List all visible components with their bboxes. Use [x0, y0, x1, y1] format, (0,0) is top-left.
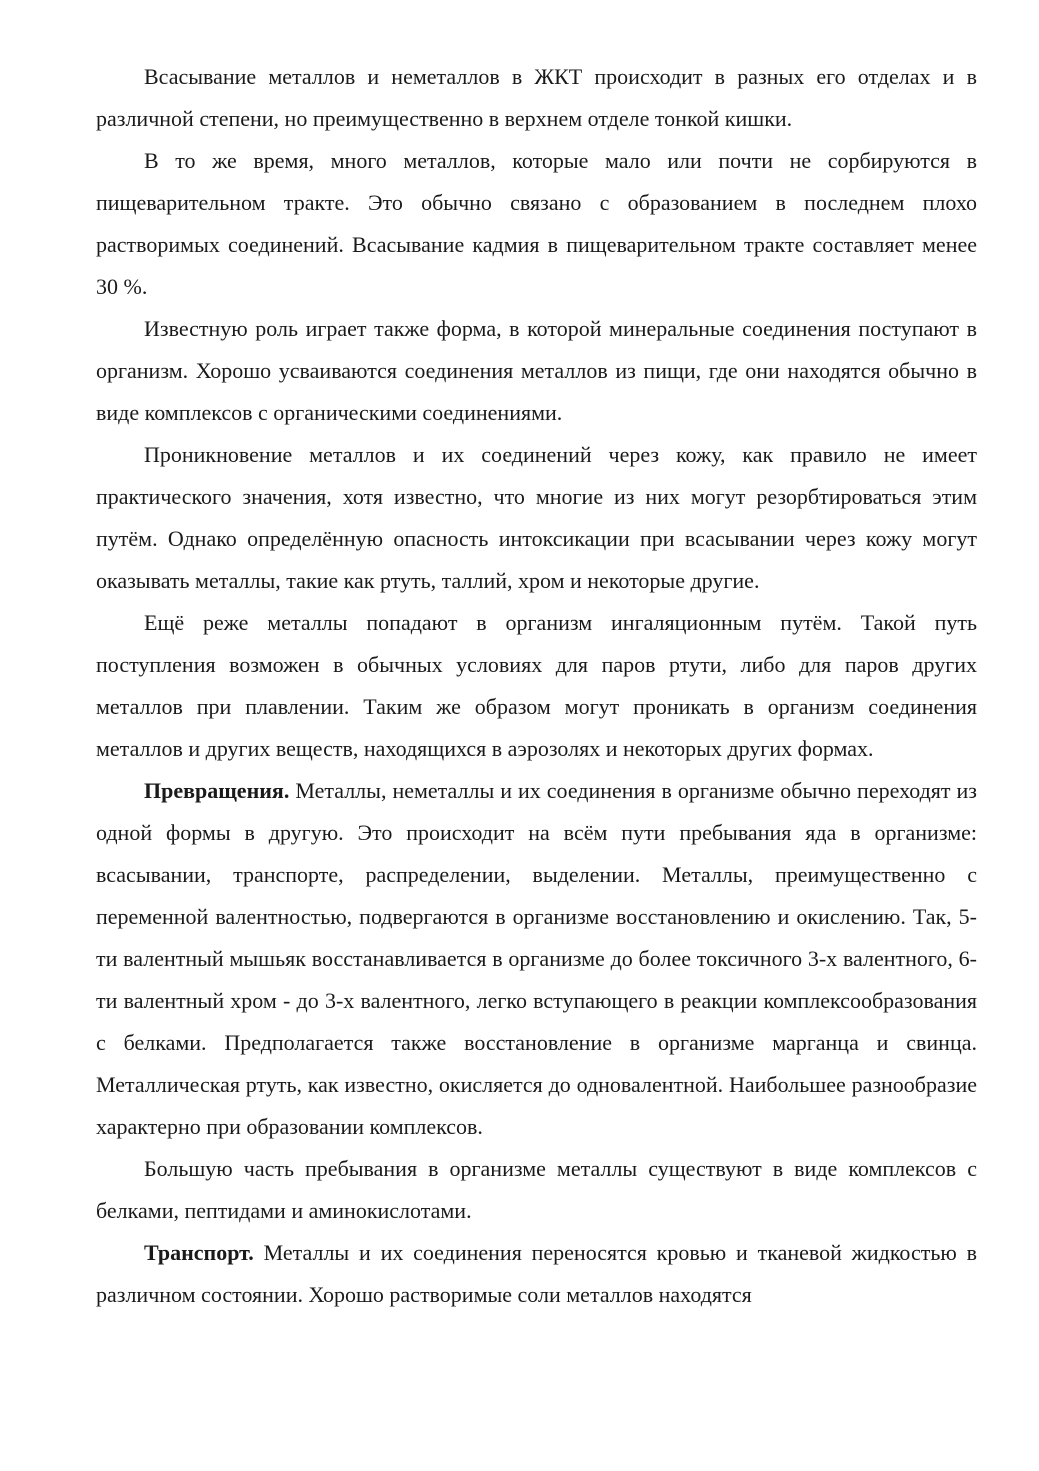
- paragraph-lead-transport: Транспорт.: [144, 1240, 254, 1265]
- paragraph-text: В то же время, много металлов, которые мало или почти не сорбируются в пищеварительном тракте. Это обычно связано с образованием в последнем плохо растворимых соединений. Всасывание кадмия в пищеварительном тракте составляет менее 30 %.: [96, 148, 977, 299]
- paragraph-complexes: [96, 1148, 977, 1232]
- paragraph-transformations: [96, 770, 977, 1148]
- paragraph-transport: [96, 1232, 977, 1316]
- document-body: [96, 56, 977, 1316]
- paragraph-absorption-gi: [96, 56, 977, 140]
- paragraph-text: Металлы, неметаллы и их соединения в организме обычно переходят из одной формы в другую. Это происходит на всём пути пребывания яда в организме: всасывании, транспорте, распределении, выделении. Металлы, преимущественно с переменной валентностью, подвергаются в организме восстановлению и окислению. Так, 5-ти валентный мышьяк восстанавливается в организме до более токсичного 3-х валентного, 6-ти валентный хром - до 3-х валентного, легко вступающего в реакции комплексообразования с белками. Предполагается также восстановление в организме марганца и свинца. Металлическая ртуть, как известно, окисляется до одновалентной. Наибольшее разнообразие характерно при образовании комплексов.: [96, 778, 977, 1139]
- paragraph-skin-penetration: [96, 434, 977, 602]
- paragraph-text: Проникновение металлов и их соединений через кожу, как правило не имеет практического значения, хотя известно, что многие из них могут резорбтироваться этим путём. Однако определённую опасность интоксикации при всасывании через кожу могут оказывать металлы, такие как ртуть, таллий, хром и некоторые другие.: [96, 442, 977, 593]
- paragraph-mineral-form: [96, 308, 977, 434]
- paragraph-inhalation: [96, 602, 977, 770]
- paragraph-text: Ещё реже металлы попадают в организм ингаляционным путём. Такой путь поступления возможен в обычных условиях для паров ртути, либо для паров других металлов при плавлении. Таким же образом могут проникать в организм соединения металлов и других веществ, находящихся в аэрозолях и некоторых других формах.: [96, 610, 977, 761]
- paragraph-text: Всасывание металлов и неметаллов в ЖКТ происходит в разных его отделах и в различной степени, но преимущественно в верхнем отделе тонкой кишки.: [96, 64, 977, 131]
- paragraph-text: Металлы и их соединения переносятся кровью и тканевой жидкостью в различном состоянии. Хорошо растворимые соли металлов находятся: [96, 1240, 977, 1307]
- paragraph-poor-sorption: [96, 140, 977, 308]
- paragraph-text: Большую часть пребывания в организме металлы существуют в виде комплексов с белками, пептидами и аминокислотами.: [96, 1156, 977, 1223]
- paragraph-lead-transformations: Превращения.: [144, 778, 290, 803]
- paragraph-text: Известную роль играет также форма, в которой минеральные соединения поступают в организм. Хорошо усваиваются соединения металлов из пищи, где они находятся обычно в виде комплексов с органическими соединениями.: [96, 316, 977, 425]
